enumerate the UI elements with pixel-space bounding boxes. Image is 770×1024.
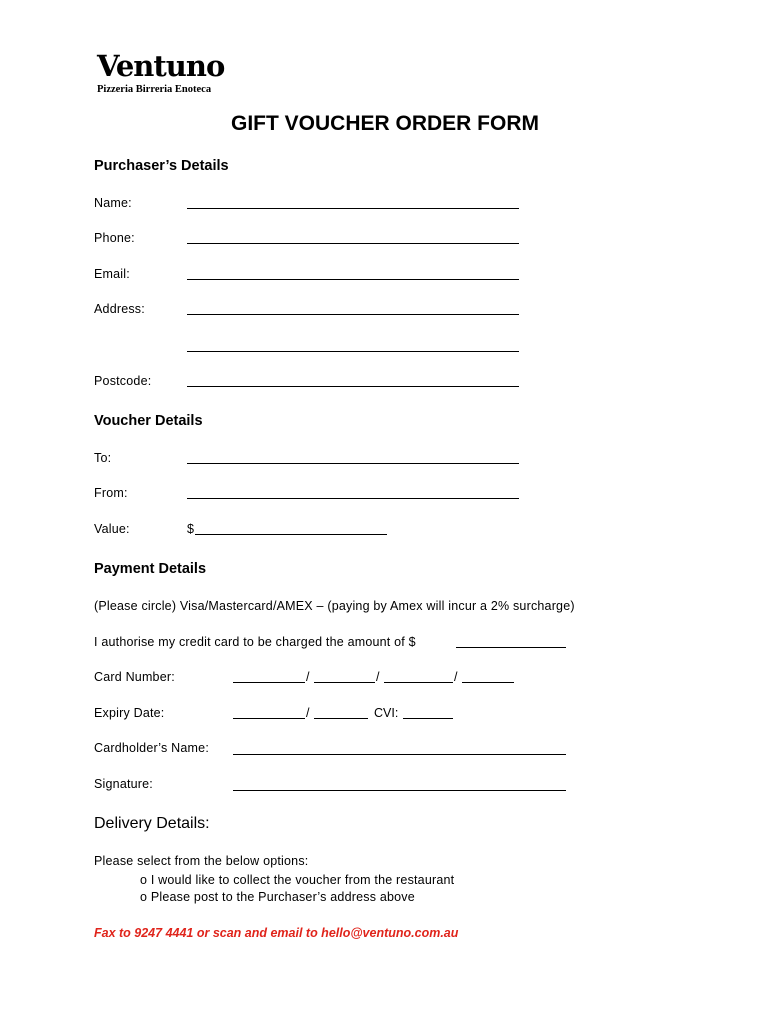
- postcode-field[interactable]: [187, 386, 519, 387]
- logo-subtitle: Pizzeria Birreria Enoteca: [97, 84, 212, 95]
- value-label: Value:: [94, 522, 130, 536]
- voucher-heading: Voucher Details: [94, 413, 203, 429]
- cardholder-label: Cardholder’s Name:: [94, 741, 209, 755]
- logo-name: Ventuno: [97, 49, 225, 83]
- from-label: From:: [94, 486, 128, 500]
- amount-field[interactable]: [456, 647, 566, 648]
- cvi-label: CVI:: [374, 706, 399, 720]
- address-field-line-1[interactable]: [187, 314, 519, 315]
- card-number-field-4[interactable]: [462, 682, 514, 683]
- cardholder-field[interactable]: [233, 754, 566, 755]
- expiry-label: Expiry Date:: [94, 706, 165, 720]
- email-field[interactable]: [187, 279, 519, 280]
- email-label: Email:: [94, 267, 130, 281]
- value-currency: $: [187, 522, 194, 536]
- card-types-text: (Please circle) Visa/Mastercard/AMEX – (paying by Amex will incur a 2% surcharge): [94, 599, 575, 613]
- signature-label: Signature:: [94, 777, 153, 791]
- page-title: GIFT VOUCHER ORDER FORM: [231, 112, 539, 135]
- card-number-separator: /: [376, 670, 380, 684]
- value-field[interactable]: [195, 534, 387, 535]
- name-label: Name:: [94, 196, 132, 210]
- cvi-field[interactable]: [403, 718, 453, 719]
- name-field[interactable]: [187, 208, 519, 209]
- expiry-year-field[interactable]: [314, 718, 368, 719]
- delivery-option-collect[interactable]: o I would like to collect the voucher from the restaurant: [140, 873, 455, 887]
- authorise-text: I authorise my credit card to be charged the amount of $: [94, 635, 416, 649]
- delivery-prompt: Please select from the below options:: [94, 854, 309, 868]
- to-label: To:: [94, 451, 112, 465]
- card-number-field-3[interactable]: [384, 682, 453, 683]
- card-number-field-1[interactable]: [233, 682, 305, 683]
- address-label: Address:: [94, 302, 145, 316]
- phone-field[interactable]: [187, 243, 519, 244]
- delivery-heading: Delivery Details:: [94, 815, 210, 832]
- postcode-label: Postcode:: [94, 374, 152, 388]
- phone-label: Phone:: [94, 231, 135, 245]
- card-number-separator: /: [306, 670, 310, 684]
- expiry-month-field[interactable]: [233, 718, 305, 719]
- payment-heading: Payment Details: [94, 561, 207, 577]
- expiry-separator: /: [306, 706, 310, 720]
- footer-instructions: Fax to 9247 4441 or scan and email to hello@ventuno.com.au: [94, 926, 459, 940]
- signature-field[interactable]: [233, 790, 566, 791]
- card-number-label: Card Number:: [94, 670, 175, 684]
- to-field[interactable]: [187, 463, 519, 464]
- from-field[interactable]: [187, 498, 519, 499]
- card-number-field-2[interactable]: [314, 682, 375, 683]
- address-field-line-2[interactable]: [187, 351, 519, 352]
- delivery-option-post[interactable]: o Please post to the Purchaser’s address above: [140, 890, 415, 904]
- card-number-separator: /: [454, 670, 458, 684]
- purchaser-heading: Purchaser’s Details: [94, 158, 229, 174]
